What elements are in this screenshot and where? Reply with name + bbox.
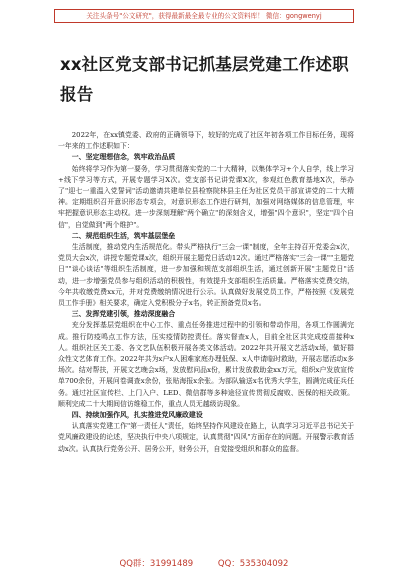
section-heading-2: 二、规范组织生活，筑牢基层堡垒 [71, 231, 176, 240]
document-title: xx社区党支部书记抓基层党建工作述职报告 [60, 55, 349, 104]
paragraph-intro: 2022年，在xx镇党委、政府的正确领导下，较好的完成了社区年初各项工作目标任务，现将一年来的工作述职如下： [58, 131, 354, 151]
section-heading-4: 四、持续加强作风，扎实推进党风廉政建设 [71, 411, 203, 420]
qq-group-label: QQ群：31991489 [119, 559, 194, 569]
paragraph-2: 生活制度，推动党内生活规范化。带头严格执行"三会一课"制度，全年主持召开党委会x次，党员大会x次，讲授专题党课x次，组织开展主题党日活动12次。通过严格落实"三会一课""主题党日""谈心谈话"等组织生活制度，进一步加强和规范支部组织生活，通过创新开展"主题党日"活动，进一步增强党员参与组织活动的积极性，有效提升支部组织生活质量。严格落实党费交纳，今年共收缴党费xx元，并对党费缴纳情况进行公示。认真做好发展党员工作，严格按照《发展党员工作手册》相关要求，确定入党积极分子x名，转正预备党员x名。 [58, 243, 354, 308]
section-heading-3: 三、发挥党建引领，推动深度融合 [71, 310, 176, 319]
header-banner: 关注头条号"公文研究"，获得最新最全最专业的公文资料库！ 微信：gongwenyj [54, 9, 354, 23]
paragraph-1: 始终将学习作为第一要务，学习贯彻落实党的二十大精神，以集体学习+个人自学，线上学习+线下学习等方式，开展专题学习X次。党支部书记讲党课X次，参观红色教育基地X次，举办了"迎七一重温入党誓词"活动邀请共建单位县检察院林县主任为社区党员干部宣讲党的二十大精神。定期组织召开意识形态专项会，对意识形态工作进行研判，加强对网络媒体的信息管理，牢牢把握意识形态主动权。进一步深刻理解"两个确立"的深刻含义，增强"四个意识"，坚定"四个自信"，自觉做到"两个维护"。 [58, 164, 354, 229]
section-heading-1: 一、坚定理想信念，筑牢政治品质 [71, 153, 176, 162]
footer-contact [0, 556, 408, 572]
document-body [58, 130, 354, 455]
paragraph-4: 认真落实党建工作"第一责任人"责任，始终坚持作风建设在路上，认真学习习近平总书记关于党风廉政建设的论述，坚决执行中央八项规定，认真贯彻"四风"方面存在的问题。开展警示教育活动x次。认真执行党务公开、居务公开，财务公开，自觉接受组织和群众的监督。 [58, 422, 354, 453]
qq-label: QQ：535304092 [217, 559, 289, 569]
paragraph-3: 充分发挥基层党组织在中心工作、重点任务推进过程中的引领和带动作用，各项工作圆满完成。推行防疫鸣点工作方法，压实疫情防控责任。落实督查x人，目前全社区共完成疫苗接种x人。组织社区关工委、各文艺队伍积极开展各类文体活动。2022年共开展文艺活动x场，做好群众性文艺体育工作。2022年共为x户x人困难家庭办理低保、x人申请临时救助，开展志愿活动x多场次。结对帮扶，开展文艺晚会x场，发放慰问品x份，累计发放救助金xx万元，组织x户发放宣传单700余份，开展问卷调查x余份，张贴海报x余张。为部队输送x名优秀大学生，圆满完成征兵任务。通过社区宣传栏、上门入户、LED、微信群等多种途径宣传贯彻反腐败、医保的相关政策。顺利完成二十大期间信访维稳工作，重点人员无越级访现象。 [58, 321, 354, 408]
